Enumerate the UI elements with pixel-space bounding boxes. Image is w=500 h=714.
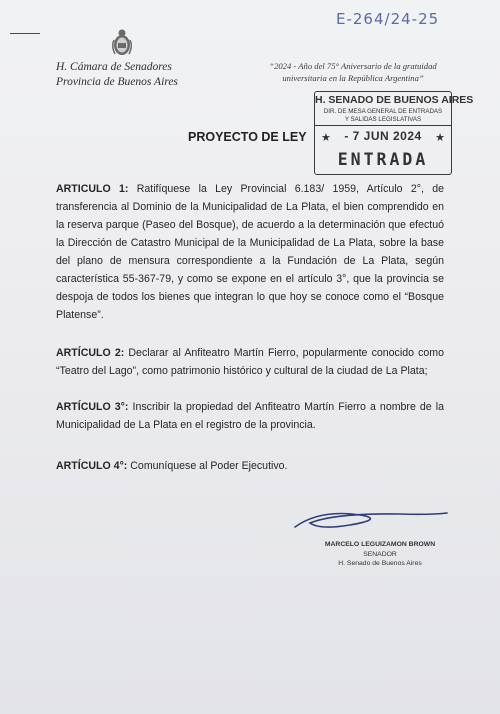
signatory-body: H. Senado de Buenos Aires xyxy=(338,560,422,567)
article-text: Ratifíquese la Ley Provincial 6.183/ 1959, Artículo 2°, de transferencia al Dominio de la Municipalidad de La Plata, el bien comprendido en la reserva parque (Paseo del Bosque), de acuerdo a la determinación que efectuó la Dirección de Catastro Municipal de la Municipalidad de La Plata, sobre la base del plano de mensura correspondiente a la Fundación de La Plata, según característica 55-367-79, y como se expone en el artículo 3°, que la provincia se despoja de todos los bienes que integran lo que hoy se conoce como el “Bosque Platense”. xyxy=(56,183,444,321)
article-4 xyxy=(56,457,444,475)
stamp-date: - 7 JUN 2024 xyxy=(344,129,422,143)
document-title: PROYECTO DE LEY xyxy=(188,130,307,144)
article-1 xyxy=(56,180,444,324)
stamp-divider xyxy=(315,125,451,126)
motto-line-1: “2024 - Año del 75° Aniversario de la gratuidad xyxy=(269,61,437,71)
year-motto xyxy=(258,60,448,84)
margin-dash xyxy=(10,33,40,34)
signatory-role: SENADOR xyxy=(363,550,397,558)
handwritten-signature xyxy=(290,505,450,535)
stamp-entrada: ENTRADA xyxy=(337,150,429,169)
article-text: Comuníquese al Poder Ejecutivo. xyxy=(127,460,288,472)
article-3 xyxy=(56,398,444,434)
province-name: Provincia de Buenos Aires xyxy=(56,76,178,88)
article-label: ARTÍCULO 2: xyxy=(56,347,125,359)
motto-line-2: universitaria en la República Argentina” xyxy=(282,73,424,83)
star-icon: ★ xyxy=(435,132,445,144)
article-text: Inscribir la propiedad del Anfiteatro Martín Fierro a nombre de la Municipalidad de La Plata en el registro de la provincia. xyxy=(56,401,444,431)
article-label: ARTÍCULO 4°: xyxy=(56,460,128,472)
provincial-seal-icon xyxy=(110,28,134,58)
handwritten-file-number: E-264/24-25 xyxy=(336,10,440,28)
signatory-name: MARCELO LEGUIZAMON BROWN xyxy=(324,541,436,548)
article-2 xyxy=(56,344,444,380)
stamp-department: DIR. DE MESA GENERAL DE ENTRADAS xyxy=(323,108,443,115)
star-icon: ★ xyxy=(321,132,331,144)
chamber-header xyxy=(56,60,206,90)
stamp-department-2: Y SALIDAS LEGISLATIVAS xyxy=(344,116,422,123)
article-label: ARTICULO 1: xyxy=(56,183,129,195)
chamber-name: H. Cámara de Senadores xyxy=(56,61,172,73)
signature-block xyxy=(320,540,440,569)
article-label: ARTÍCULO 3°: xyxy=(56,401,129,413)
stamp-title: H. SENADO DE BUENOS AIRES xyxy=(315,94,474,106)
entry-stamp xyxy=(314,91,474,175)
article-text: Declarar al Anfiteatro Martín Fierro, popularmente conocido como “Teatro del Lago”, como patrimonio histórico y cultural de la ciudad de La Plata; xyxy=(56,347,445,377)
